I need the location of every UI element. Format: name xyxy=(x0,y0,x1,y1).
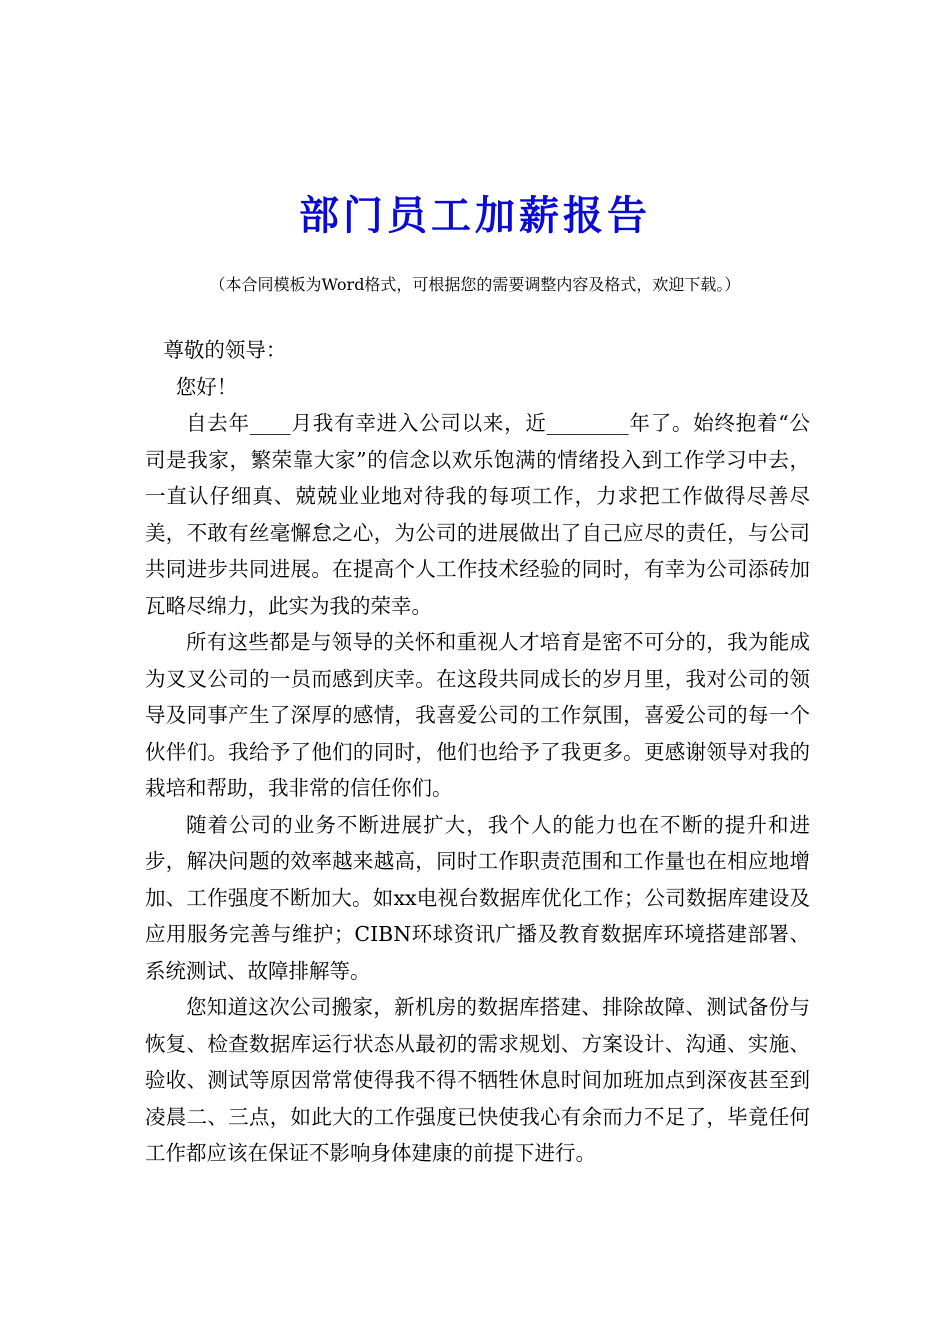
template-note: （本合同模板为Word格式，可根据您的需要调整内容及格式，欢迎下载。） xyxy=(209,275,741,294)
paragraph-1: 自去年____月我有幸进入公司以来，近________年了。始终抱着“公司是我家，繁荣靠大家”的信念以欢乐饱满的情绪投入到工作学习中去，一直认仔细真、兢兢业业地对待我的每项工作，力求把工作做得尽善尽美，不敢有丝毫懈怠之心，为公司的进展做出了自己应尽的责任，与公司共同进步共同进展。在提高个人工作技术经验的同时，有幸为公司添砖加瓦略尽绵力，此实为我的荣幸。 xyxy=(145,411,810,618)
document-title: 部门员工加薪报告 xyxy=(299,193,651,239)
paragraph-2: 所有这些都是与领导的关怀和重视人才培育是密不可分的，我为能成为叉叉公司的一员而感到庆幸。在这段共同成长的岁月里，我对公司的领导及同事产生了深厚的感情，我喜爱公司的工作氛围，喜爱公司的每一个伙伴们。我给予了他们的同时，他们也给予了我更多。更感谢领导对我的栽培和帮助，我非常的信任你们。 xyxy=(145,630,810,800)
salutation: 尊敬的领导： xyxy=(163,338,287,362)
paragraph-3: 随着公司的业务不断进展扩大，我个人的能力也在不断的提升和进步，解决问题的效率越来越高，同时工作职责范围和工作量也在相应地增加、工作强度不断加大。如xx电视台数据库优化工作；公司数据库建设及应用服务完善与维护；CIBN环球资讯广播及教育数据库环境搭建部署、系统测试、故障排解等。 xyxy=(145,812,810,983)
greeting: 您好！ xyxy=(175,374,238,399)
paragraph-4: 您知道这次公司搬家，新机房的数据库搭建、排除故障、测试备份与恢复、检查数据库运行状态从最初的需求规划、方案设计、沟通、实施、验收、测试等原因常常使得我不得不牺牲休息时间加班加点到深夜甚至到凌晨二、三点，如此大的工作强度已快使我心有余而力不足了，毕竟任何工作都应该在保证不影响身体建康的前提下进行。 xyxy=(145,995,810,1165)
document-body xyxy=(145,332,810,1172)
